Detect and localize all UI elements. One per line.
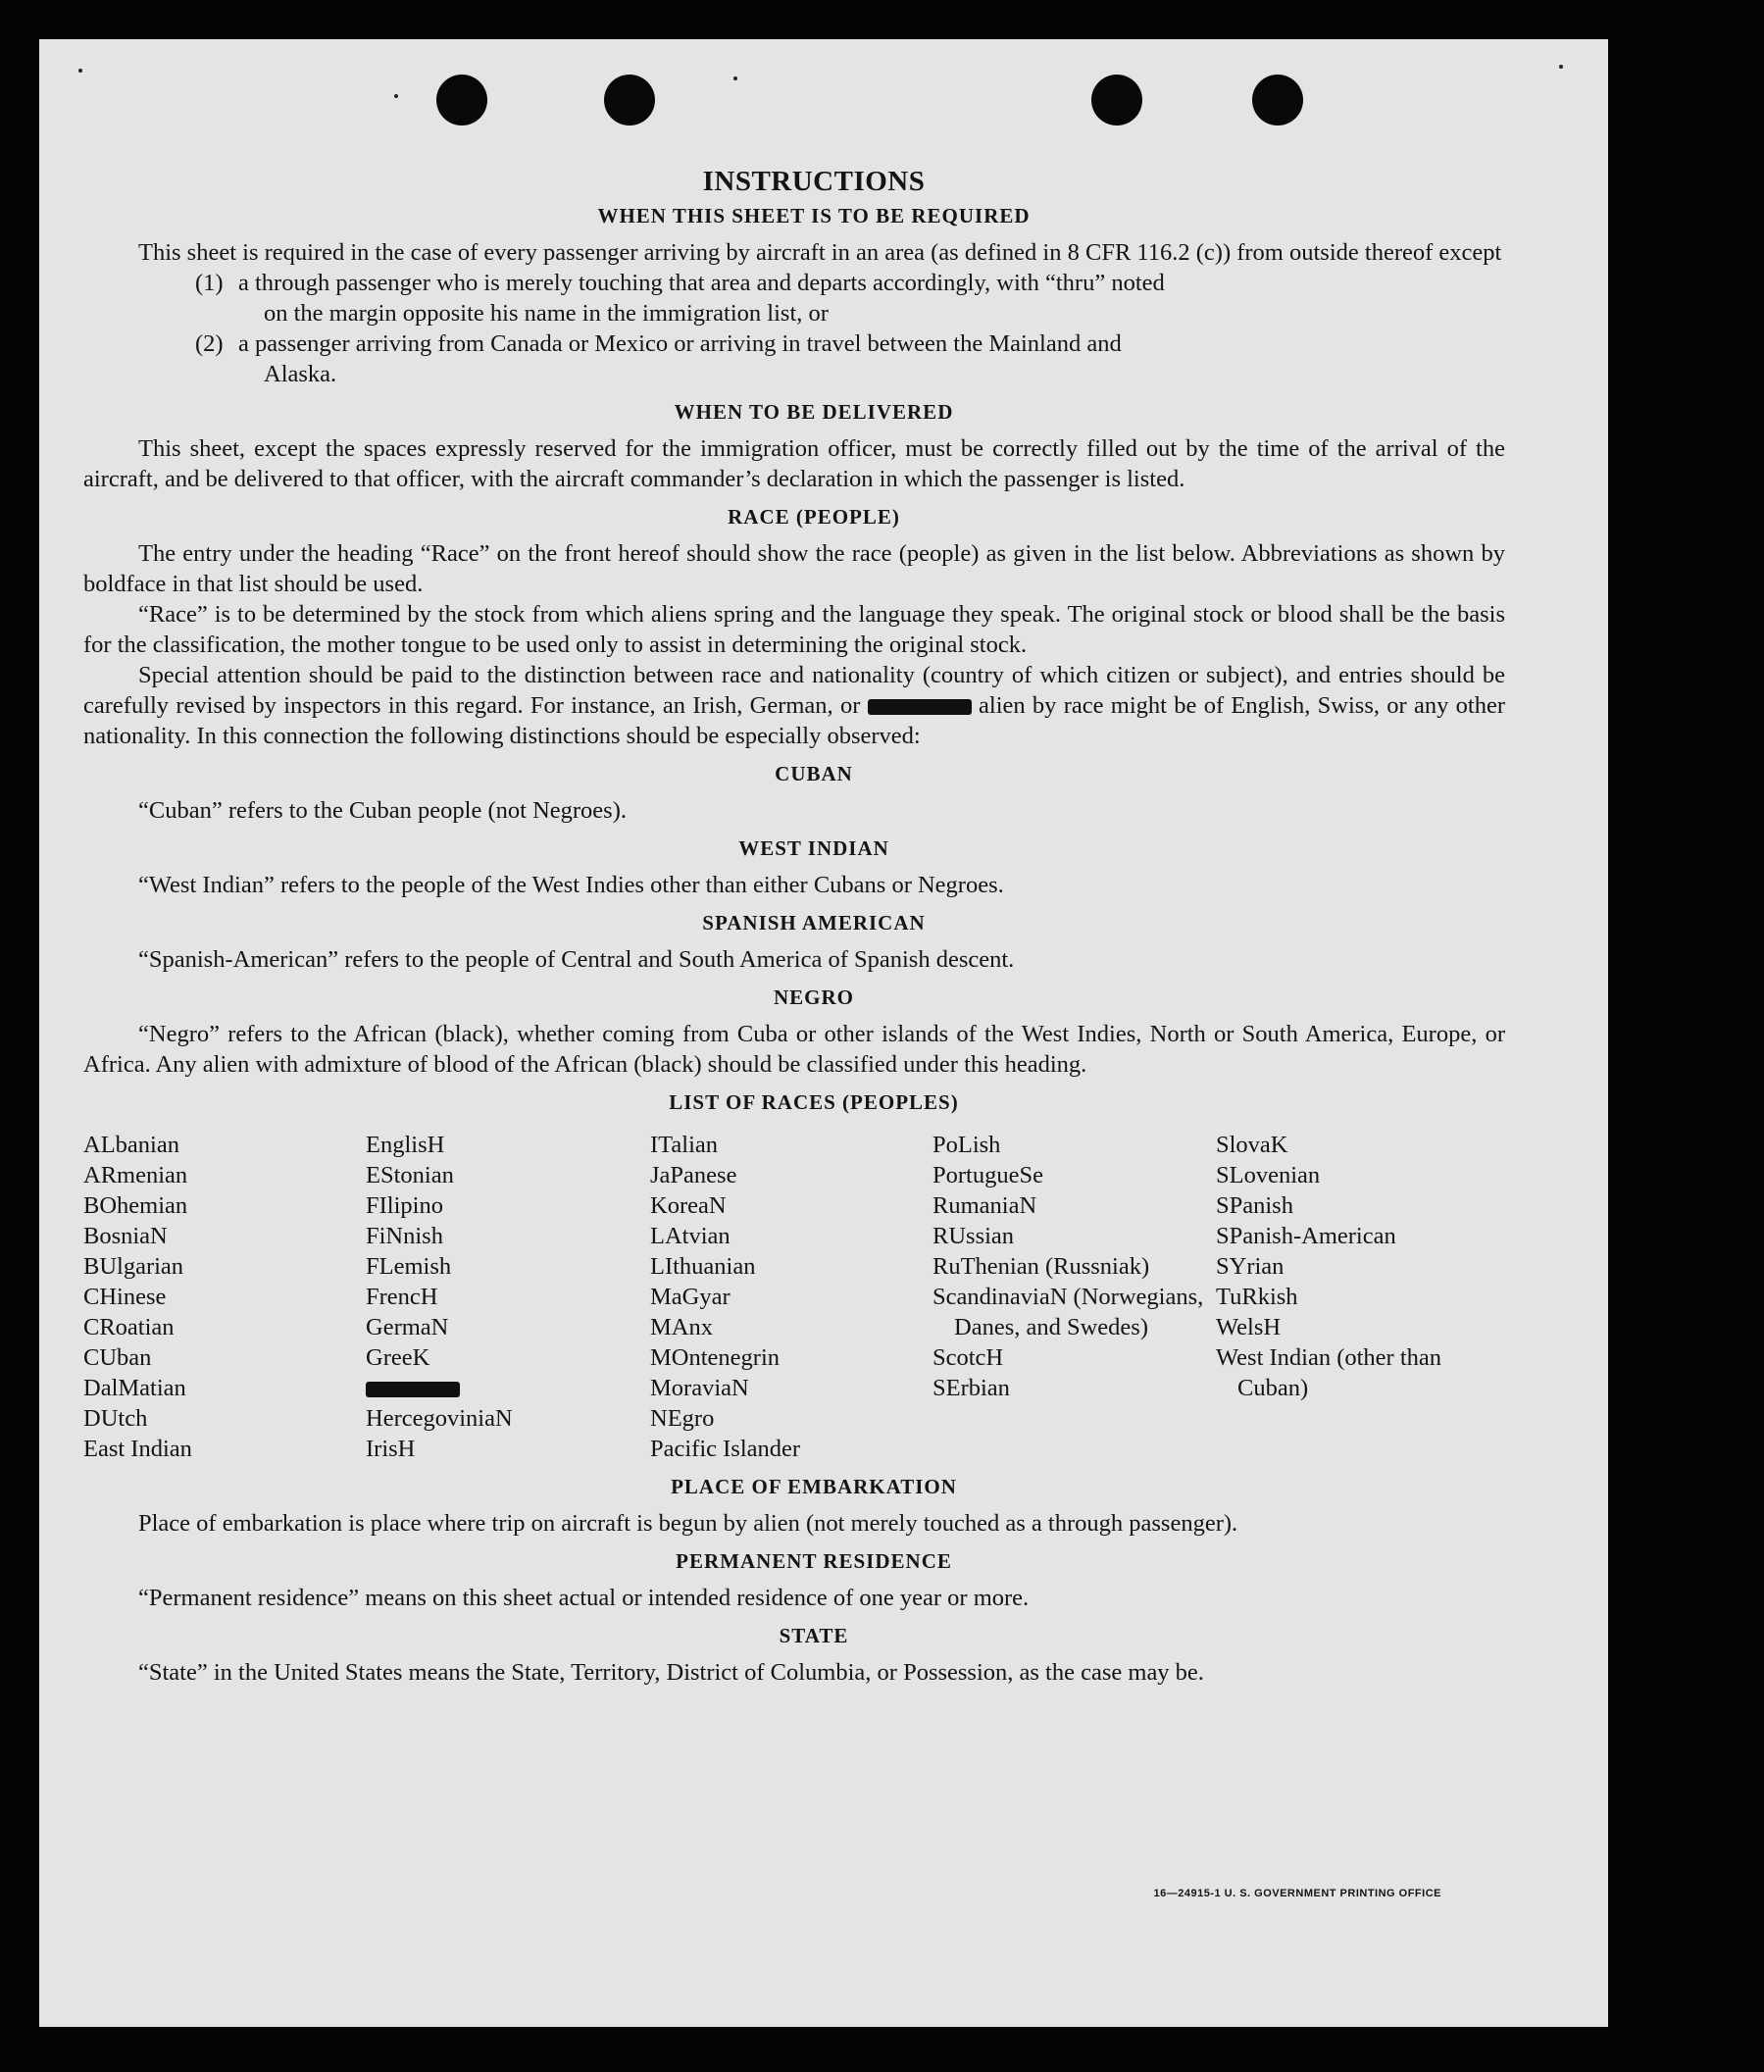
section-heading: NEGRO: [773, 985, 854, 1009]
instructions-body: [83, 167, 1505, 1688]
race-entry: JaPanese: [650, 1162, 737, 1188]
race-entry: EnglisH: [366, 1132, 445, 1158]
list-item: [83, 268, 1505, 328]
section-text: This sheet is required in the case of every passenger arriving by aircraft in an area (as defined in 8 CFR 116.2 (c)) from outside thereof except: [138, 239, 1502, 266]
race-entry: SLovenian: [1216, 1162, 1321, 1188]
race-entry: BOhemian: [83, 1192, 188, 1219]
section-text: “Negro” refers to the African (black), whether coming from Cuba or other islands of the West Indies, North or South America, Europe, or Africa. Any alien with admixture of blood of the African (black) should be classified under this heading.: [83, 1021, 1505, 1078]
race-list: [83, 1130, 1505, 1464]
section-text: “Spanish-American” refers to the people of Central and South America of Spanish descent.: [138, 946, 1015, 973]
race-entry: RumaniaN: [932, 1192, 1037, 1219]
race-entry: SlovaK: [1216, 1132, 1288, 1158]
item-text: [238, 328, 1505, 389]
section-heading: CUBAN: [775, 762, 853, 785]
print-footnote: 16—24915-1 U. S. GOVERNMENT PRINTING OFFICE: [1153, 1888, 1441, 1899]
race-entry: FrencH: [366, 1284, 438, 1310]
race-entry: Pacific Islander: [650, 1436, 801, 1462]
race-entry: DUtch: [83, 1405, 148, 1432]
section-heading: SPANISH AMERICAN: [702, 911, 926, 935]
list-item: [83, 328, 1505, 389]
section-text: “Cuban” refers to the Cuban people (not Negroes).: [138, 797, 627, 824]
race-entry: TuRkish: [1216, 1284, 1298, 1310]
item-text: [238, 268, 1505, 328]
race-entry: KoreaN: [650, 1192, 727, 1219]
section-heading: WEST INDIAN: [738, 836, 889, 860]
document-sheet: [39, 39, 1608, 2027]
race-entry: CUban: [83, 1344, 152, 1371]
speck: [733, 76, 737, 80]
race-entry: MoraviaN: [650, 1375, 749, 1401]
section-heading: STATE: [779, 1624, 849, 1647]
redaction-mark: [868, 699, 972, 715]
section-heading: WHEN TO BE DELIVERED: [674, 400, 954, 424]
race-column: [83, 1130, 366, 1464]
race-column: [650, 1130, 932, 1464]
race-entry: ScandinaviaN (Norwegians, Danes, and Swedes): [932, 1284, 1204, 1340]
race-entry: WelsH: [1216, 1314, 1282, 1340]
text-run: Special attention should be paid to the distinction between race and nationality (country of which citizen or subject), and entries should be carefully revised by inspectors in this regard. For instance, an Irish, German, or: [83, 662, 1505, 719]
race-entry: PoLish: [932, 1132, 1001, 1158]
section-text: “Permanent residence” means on this sheet actual or intended residence of one year or more.: [138, 1585, 1030, 1611]
race-entry: SPanish: [1216, 1192, 1293, 1219]
section-heading: WHEN THIS SHEET IS TO BE REQUIRED: [597, 204, 1031, 227]
punch-hole: [436, 75, 487, 126]
race-entry: DalMatian: [83, 1375, 186, 1401]
race-column: [1216, 1130, 1510, 1464]
race-entry: ScotcH: [932, 1344, 1004, 1371]
punch-hole: [1091, 75, 1142, 126]
race-entry: NEgro: [650, 1405, 715, 1432]
race-entry: MOntenegrin: [650, 1344, 780, 1371]
section-heading: PERMANENT RESIDENCE: [676, 1549, 952, 1573]
race-entry: GermaN: [366, 1314, 449, 1340]
item-number: (1): [195, 270, 224, 296]
redaction-mark: [366, 1382, 460, 1397]
section-heading: LIST OF RACES (PEOPLES): [669, 1090, 959, 1114]
item-line: Alaska.: [264, 361, 337, 387]
race-entry: BUlgarian: [83, 1253, 184, 1280]
section-heading: PLACE OF EMBARKATION: [671, 1475, 957, 1498]
race-entry: HercegoviniaN: [366, 1405, 513, 1432]
punch-hole: [1252, 75, 1303, 126]
race-entry: RUssian: [932, 1223, 1015, 1249]
race-entry: CRoatian: [83, 1314, 175, 1340]
race-entry: BosniaN: [83, 1223, 168, 1249]
race-entry: ITalian: [650, 1132, 719, 1158]
race-entry: ARmenian: [83, 1162, 188, 1188]
race-entry-redacted: [366, 1373, 650, 1403]
text-run: alien by race might be of English, Swiss, or any other nationality. In this connection the following distinctions should be especially observed:: [83, 692, 1506, 749]
race-entry: ALbanian: [83, 1132, 179, 1158]
race-entry: FiNnish: [366, 1223, 443, 1249]
item-line: on the margin opposite his name in the immigration list, or: [264, 300, 829, 327]
race-entry: SYrian: [1216, 1253, 1285, 1280]
item-number: (2): [195, 330, 224, 357]
section-text: “West Indian” refers to the people of the West Indies other than either Cubans or Negroes.: [138, 872, 1004, 898]
race-entry: EStonian: [366, 1162, 454, 1188]
speck: [1559, 65, 1563, 69]
speck: [78, 69, 82, 73]
section-text: This sheet, except the spaces expressly reserved for the immigration officer, must be correctly filled out by the time of the arrival of the aircraft, and be delivered to that officer, with the aircraft commander’s declaration in which the passenger is listed.: [83, 435, 1505, 492]
race-entry: CHinese: [83, 1284, 167, 1310]
race-column: [366, 1130, 650, 1464]
race-entry: GreeK: [366, 1344, 430, 1371]
race-entry: MAnx: [650, 1314, 713, 1340]
race-entry: East Indian: [83, 1436, 192, 1462]
race-entry: FIlipino: [366, 1192, 443, 1219]
section-heading: RACE (PEOPLE): [728, 505, 900, 529]
section-text: The entry under the heading “Race” on the front hereof should show the race (people) as given in the list below. Abbreviations as shown by boldface in that list should be used.: [83, 540, 1505, 597]
race-entry: PortugueSe: [932, 1162, 1043, 1188]
race-entry: RuThenian (Russniak): [932, 1253, 1150, 1280]
race-entry: SErbian: [932, 1375, 1010, 1401]
race-entry: FLemish: [366, 1253, 452, 1280]
race-entry: LAtvian: [650, 1223, 731, 1249]
section-text: “State” in the United States means the State, Territory, District of Columbia, or Possession, as the case may be.: [138, 1659, 1204, 1686]
race-entry: LIthuanian: [650, 1253, 756, 1280]
section-text: “Race” is to be determined by the stock from which aliens spring and the language they speak. The original stock or blood shall be the basis for the classification, the mother tongue to be used only to assist in determining the original stock.: [83, 601, 1505, 658]
page-title: INSTRUCTIONS: [702, 166, 926, 197]
race-entry: IrisH: [366, 1436, 416, 1462]
item-line: a passenger arriving from Canada or Mexico or arriving in travel between the Mainland and: [238, 330, 1122, 357]
race-entry: MaGyar: [650, 1284, 731, 1310]
speck: [394, 94, 398, 98]
section-text: Place of embarkation is place where trip on aircraft is begun by alien (not merely touched as a through passenger).: [138, 1510, 1238, 1537]
section-text: [83, 660, 1505, 751]
race-entry: SPanish-American: [1216, 1223, 1396, 1249]
punch-hole: [604, 75, 655, 126]
race-column: [932, 1130, 1216, 1464]
item-line: a through passenger who is merely touching that area and departs accordingly, with “thru” noted: [238, 270, 1165, 296]
race-entry: West Indian (other than Cuban): [1216, 1344, 1442, 1401]
